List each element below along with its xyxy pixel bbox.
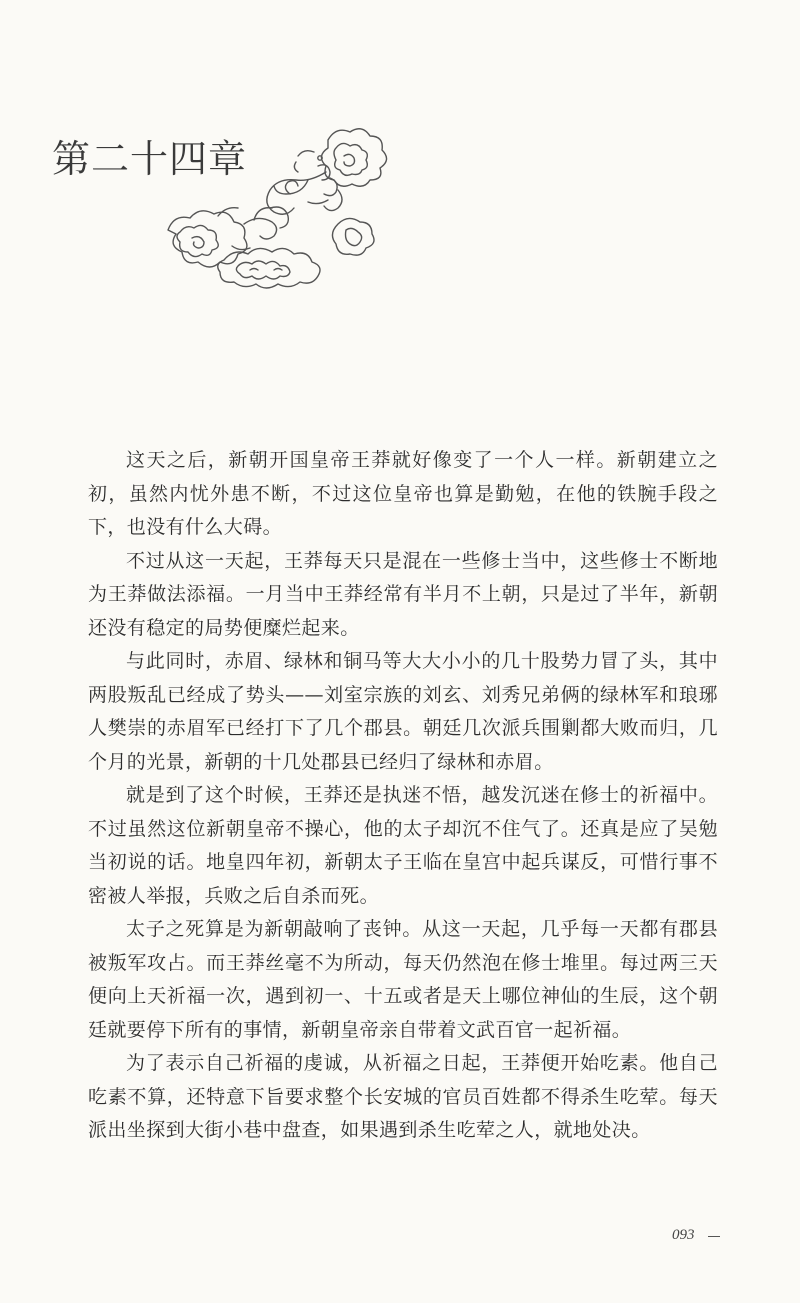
- paragraph-3: 与此同时，赤眉、绿林和铜马等大大小小的几十股势力冒了头，其中两股叛乱已经成了势头——刘室宗族的刘玄、刘秀兄弟俩的绿林军和琅琊人樊崇的赤眉军已经打下了几个郡县。朝廷几次派兵围剿都大败而归，几个月的光景，新朝的十几处郡县已经归了绿林和赤眉。: [88, 650, 718, 773]
- chapter-body: [88, 444, 718, 1148]
- page-number: 093: [672, 1227, 695, 1243]
- cloud-dragon-ornament: [158, 120, 390, 290]
- paragraph-1: 这天之后，新朝开国皇帝王莽就好像变了一个人一样。新朝建立之初，虽然内忧外患不断，不过这位皇帝也算是勤勉，在他的铁腕手段之下，也没有什么大碍。: [88, 449, 718, 538]
- page-number-dash: [708, 1236, 720, 1237]
- chapter-title: 第二十四章: [52, 137, 248, 181]
- paragraph-4: 就是到了这个时候，王莽还是执迷不悟，越发沉迷在修士的祈福中。不过虽然这位新朝皇帝不操心，他的太子却沉不住气了。还真是应了吴勉当初说的话。地皇四年初，新朝太子王临在皇宫中起兵谋反，可惜行事不密被人举报，兵败之后自杀而死。: [88, 784, 718, 907]
- paragraph-6: 为了表示自己祈福的虔诚，从祈福之日起，王莽便开始吃素。他自己吃素不算，还特意下旨要求整个长安城的官员百姓都不得杀生吃荤。每天派出坐探到大街小巷中盘查，如果遇到杀生吃荤之人，就地处决。: [88, 1052, 718, 1141]
- paragraph-5: 太子之死算是为新朝敲响了丧钟。从这一天起，几乎每一天都有郡县被叛军攻占。而王莽丝毫不为所动，每天仍然泡在修士堆里。每过两三天便向上天祈福一次，遇到初一、十五或者是天上哪位神仙的生辰，这个朝廷就要停下所有的事情，新朝皇帝亲自带着文武百官一起祈福。: [88, 918, 718, 1041]
- paragraph-2: 不过从这一天起，王莽每天只是混在一些修士当中，这些修士不断地为王莽做法添福。一月当中王莽经常有半月不上朝，只是过了半年，新朝还没有稳定的局势便糜烂起来。: [88, 549, 718, 639]
